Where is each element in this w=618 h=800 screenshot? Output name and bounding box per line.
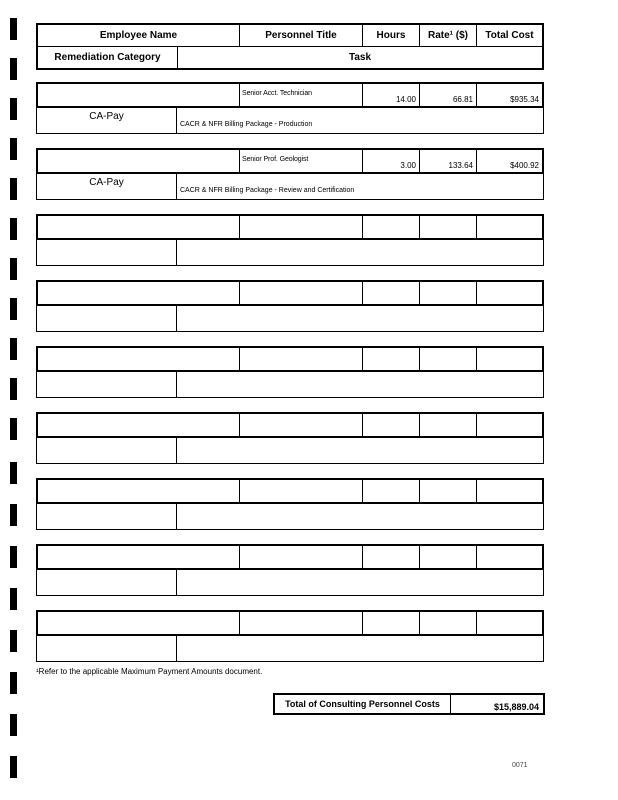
- total-cost-value: $400.92: [510, 161, 539, 170]
- category-cell: [37, 636, 177, 661]
- hours-value: 3.00: [400, 161, 416, 170]
- edge-mark: [10, 58, 17, 80]
- task-cell: [177, 306, 543, 331]
- category-cell: [37, 240, 177, 265]
- total-cost-cell: [477, 216, 542, 238]
- task-cell: [177, 504, 543, 529]
- rate-cell: [420, 348, 477, 370]
- category-value: CA-Pay: [89, 177, 124, 188]
- employee-name-cell: [38, 414, 240, 436]
- entry-row: [36, 82, 544, 134]
- category-cell: [37, 570, 177, 595]
- edge-mark: [10, 630, 17, 652]
- personnel-title-cell: [240, 282, 363, 304]
- category-cell: [37, 108, 177, 133]
- employee-name-cell: [38, 612, 240, 634]
- footnote: ¹Refer to the applicable Maximum Payment Amounts document.: [36, 667, 263, 676]
- hours-cell: [363, 150, 420, 172]
- employee-name-cell: [38, 546, 240, 568]
- personnel-title-cell: [240, 216, 363, 238]
- total-cost-cell: [477, 414, 542, 436]
- entry-row: [36, 148, 544, 200]
- edge-mark: [10, 258, 17, 280]
- edge-mark: [10, 378, 17, 400]
- employee-name-cell: [38, 282, 240, 304]
- empty-entry-row: [36, 544, 544, 596]
- header-task: Task: [348, 52, 372, 63]
- total-cost-cell: [477, 150, 542, 172]
- category-cell: [37, 174, 177, 199]
- edge-mark: [10, 338, 17, 360]
- category-cell: [37, 438, 177, 463]
- hours-cell: [363, 216, 420, 238]
- rate-cell: [420, 480, 477, 502]
- header-row-2: [38, 46, 542, 68]
- header-employee-name: Employee Name: [38, 25, 240, 46]
- employee-name-cell: [38, 84, 240, 106]
- personnel-title-cell: [240, 84, 363, 106]
- rate-cell: [420, 612, 477, 634]
- hours-cell: [363, 480, 420, 502]
- header-remediation-category: Remediation Category: [38, 47, 178, 68]
- rate-value: 133.64: [448, 161, 473, 170]
- total-cost-cell: [477, 612, 542, 634]
- total-cost-cell: [477, 282, 542, 304]
- header-row-1: [38, 25, 542, 46]
- employee-name-cell: [38, 480, 240, 502]
- total-consulting-costs-box: [273, 693, 545, 715]
- hours-cell: [363, 414, 420, 436]
- edge-mark: [10, 672, 17, 694]
- edge-mark: [10, 546, 17, 568]
- edge-mark: [10, 218, 17, 240]
- employee-name-cell: [38, 216, 240, 238]
- total-cost-cell: [477, 84, 542, 106]
- rate-cell: [420, 216, 477, 238]
- task-cell: [177, 240, 543, 265]
- personnel-title-cell: [240, 150, 363, 172]
- hours-value: 14.00: [395, 95, 416, 104]
- edge-mark: [10, 462, 17, 484]
- edge-mark: [10, 504, 17, 526]
- empty-entry-row: [36, 412, 544, 464]
- header-table: [36, 23, 544, 70]
- personnel-title-cell: [240, 480, 363, 502]
- personnel-title-cell: [240, 348, 363, 370]
- empty-entry-row: [36, 610, 544, 662]
- category-value: CA-Pay: [89, 111, 124, 122]
- edge-mark: [10, 756, 17, 778]
- header-hours: Hours: [363, 25, 420, 46]
- total-cost-cell: [477, 348, 542, 370]
- edge-mark: [10, 18, 17, 40]
- rate-cell: [420, 84, 477, 106]
- empty-entry-row: [36, 478, 544, 530]
- employee-name-cell: [38, 348, 240, 370]
- empty-entry-row: [36, 280, 544, 332]
- header-rate: Rate¹ ($): [420, 25, 477, 46]
- hours-cell: [363, 348, 420, 370]
- edge-mark: [10, 298, 17, 320]
- edge-mark: [10, 178, 17, 200]
- empty-entry-row: [36, 346, 544, 398]
- header-total-cost: Total Cost: [485, 30, 534, 41]
- employee-name-cell: [38, 150, 240, 172]
- task-cell: [177, 438, 543, 463]
- edge-mark: [10, 138, 17, 160]
- task-cell: [177, 570, 543, 595]
- empty-entry-row: [36, 214, 544, 266]
- rate-value: 66.81: [452, 95, 473, 104]
- category-cell: [37, 504, 177, 529]
- category-cell: [37, 306, 177, 331]
- hours-cell: [363, 612, 420, 634]
- personnel-title: Senior Acct. Technician: [242, 90, 312, 97]
- personnel-title-cell: [240, 546, 363, 568]
- task-cell: [177, 174, 543, 199]
- personnel-title: Senior Prof. Geologist: [242, 156, 309, 163]
- edge-mark: [10, 588, 17, 610]
- page-number: 0071: [512, 762, 528, 769]
- header-personnel-title: Personnel Title: [240, 25, 363, 46]
- total-cost-value: $935.34: [510, 95, 539, 104]
- rate-cell: [420, 150, 477, 172]
- hours-cell: [363, 84, 420, 106]
- task-cell: [177, 372, 543, 397]
- total-cost-cell: [477, 480, 542, 502]
- task-cell: [177, 108, 543, 133]
- hours-cell: [363, 282, 420, 304]
- task-cell: [177, 636, 543, 661]
- rate-cell: [420, 414, 477, 436]
- task-value: CACR & NFR Billing Package - Production: [180, 121, 313, 128]
- edge-mark: [10, 418, 17, 440]
- total-value: $15,889.04: [493, 702, 539, 712]
- total-cost-cell: [477, 546, 542, 568]
- hours-cell: [363, 546, 420, 568]
- personnel-title-cell: [240, 414, 363, 436]
- edge-mark: [10, 98, 17, 120]
- rate-cell: [420, 282, 477, 304]
- rate-cell: [420, 546, 477, 568]
- personnel-title-cell: [240, 612, 363, 634]
- category-cell: [37, 372, 177, 397]
- edge-mark: [10, 714, 17, 736]
- total-label: Total of Consulting Personnel Costs: [275, 695, 451, 713]
- task-value: CACR & NFR Billing Package - Review and Certification: [180, 187, 355, 194]
